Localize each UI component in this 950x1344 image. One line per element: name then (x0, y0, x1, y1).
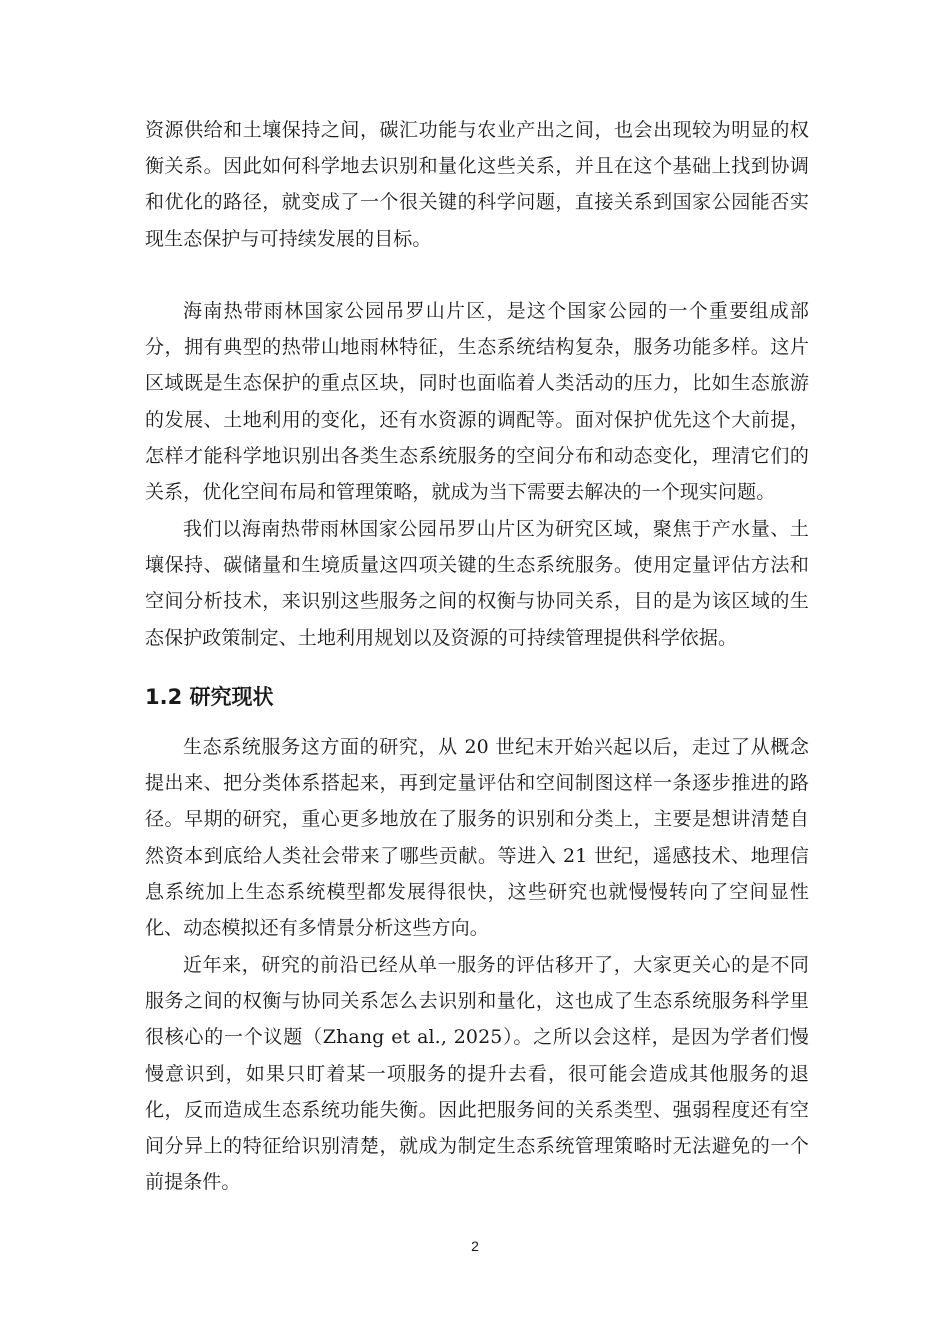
page-number: 2 (471, 1238, 479, 1254)
paragraph-continuation: 资源供给和土壤保持之间，碳汇功能与农业产出之间，也会出现较为明显的权衡关系。因此如何科学地去识别和量化这些关系，并且在这个基础上找到协调和优化的路径，就变成了一个很关键的科学问题，直接关系到国家公园能否实现生态保护与可持续发展的目标。 (145, 119, 809, 250)
section-heading: 1.2 研究现状 (145, 685, 274, 709)
paragraph-research-aim: 我们以海南热带雨林国家公园吊罗山片区为研究区域，聚焦于产水量、土壤保持、碳储量和生境质量这四项关键的生态系统服务。使用定量评估方法和空间分析技术，来识别这些服务之间的权衡与协同关系，目的是为该区域的生态保护政策制定、土地利用规划以及资源的可持续管理提供科学依据。 (145, 518, 809, 649)
paragraph-study-area: 海南热带雨林国家公园吊罗山片区，是这个国家公园的一个重要组成部分，拥有典型的热带山地雨林特征，生态系统结构复杂，服务功能多样。这片区域既是生态保护的重点区块，同时也面临着人类活动的压力，比如生态旅游的发展、土地利用的变化，还有水资源的调配等。面对保护优先这个大前提，怎样才能科学地识别出各类生态系统服务的空间分布和动态变化，理清它们的关系，优化空间布局和管理策略，就成为当下需要去解决的一个现实问题。 (145, 300, 809, 504)
paragraph-research-frontier: 近年来，研究的前沿已经从单一服务的评估移开了，大家更关心的是不同服务之间的权衡与协同关系怎么去识别和量化，这也成了生态系统服务科学里很核心的一个议题（Zhang et al., 2025）。之所以会这样，是因为学者们慢慢意识到，如果只盯着某一项服务的提升去看，很可能会造成其他服务的退化，反而造成生态系统功能失衡。因此把服务间的关系类型、强弱程度还有空间分异上的特征给识别清楚，就成为制定生态系统管理策略时无法避免的一个前提条件。 (145, 954, 809, 1194)
paragraph-research-history: 生态系统服务这方面的研究，从 20 世纪末开始兴起以后，走过了从概念提出来、把分类体系搭起来，再到定量评估和空间制图这样一条逐步推进的路径。早期的研究，重心更多地放在了服务的识别和分类上，主要是想讲清楚自然资本到底给人类社会带来了哪些贡献。等进入 21 世纪，遥感技术、地理信息系统加上生态系统模型都发展得很快，这些研究也就慢慢转向了空间显性化、动态模拟还有多情景分析这些方向。 (145, 736, 809, 940)
